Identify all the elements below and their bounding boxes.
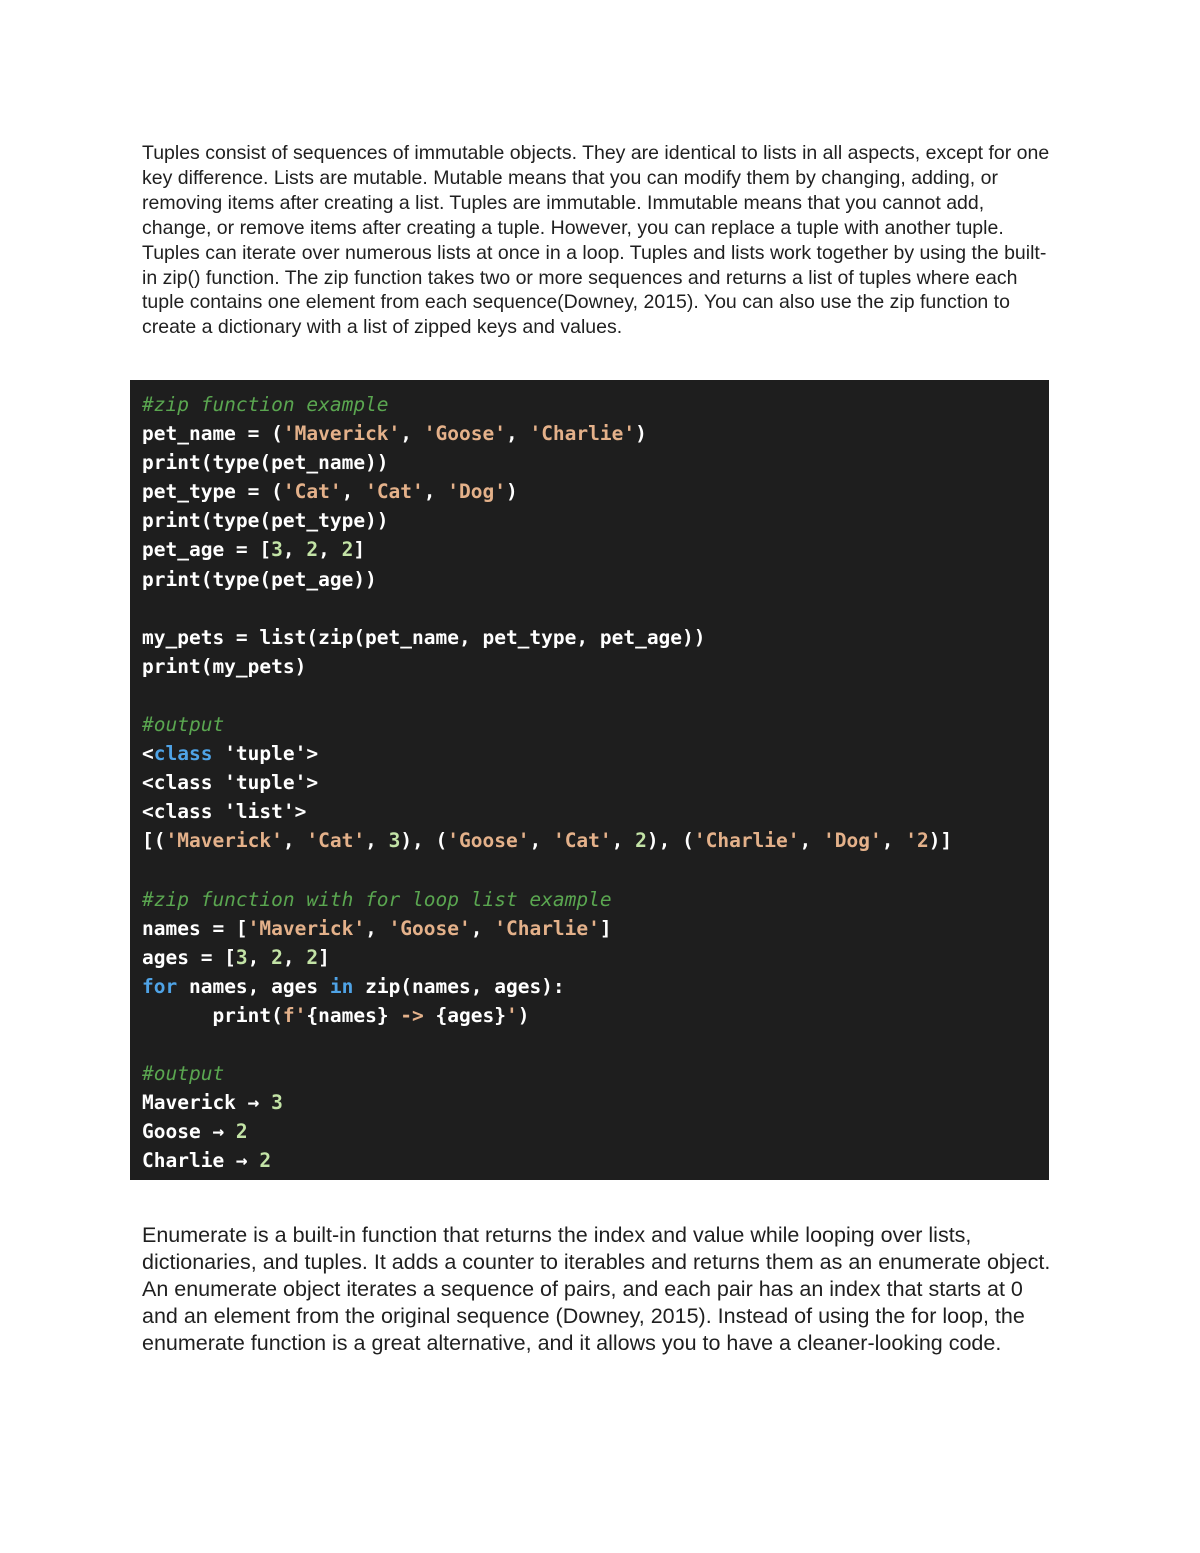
code-block [130,380,1049,1180]
code-line [142,739,1037,768]
code-token: 3 [271,538,283,562]
paragraph-enumerate: Enumerate is a built-in function that returns the index and value while looping over lists, dictionaries, and tuples. It adds a counter to iterables and returns them as an enumerate object. An enumerate object iterates a sequence of pairs, and each pair has an index that starts at 0 and an element from the original sequence (Downey, 2015). Instead of using the for loop, the enumerate function is a great alternative, and it allows you to have a cleaner-looking code. [142,1223,1051,1356]
code-token: , [365,829,389,853]
code-token: print(type(pet_name)) [142,451,389,475]
code-token: , [611,829,636,853]
code-token: 2 [235,1120,248,1144]
code-line [142,914,1037,943]
code-token: 'Goose' [388,916,471,940]
code-line [142,390,1037,419]
code-token: , [470,916,495,940]
code-token: , [282,538,307,562]
code-line [142,768,1037,797]
code-token: [( [142,829,166,853]
code-token: print(my_pets) [142,654,307,678]
code-token: Maverick → [142,1091,272,1115]
paragraph-tuples: Tuples consist of sequences of immutable objects. They are identical to lists in all aspects, except for one key difference. Lists are mutable. Mutable means that you can modify them by changing, adding, or removing items after creating a list. Tuples are immutable. Immutable means that you cannot add, change, or remove items after creating a tuple. However, you can replace a tuple with another tuple. Tuples can iterate over numerous lists at once in a loop. Tuples and lists work together by using the built-in zip() function. The zip function takes two or more sequences and returns a list of tuples where each tuple contains one element from each sequence(Downey, 2015). You can also use the zip function to create a dictionary with a list of zipped keys and values. [142,142,1050,339]
code-token: , [799,829,824,853]
code-token: 'Dog' [823,829,882,853]
code-token: , [247,945,272,969]
code-token: 2 [635,829,647,853]
code-token: 'Charlie' [693,829,800,853]
code-token: 2 [306,945,319,969]
code-token: #zip function example [142,393,389,416]
code-token: , [400,422,424,446]
code-token: #output [142,1062,225,1086]
code-line [142,826,1037,855]
code-token: 3 [388,829,401,853]
code-line [142,535,1037,564]
code-token: 'Cat' [282,480,342,504]
code-token: 'tuple'> [212,742,319,766]
code-token: 'Cat' [365,480,424,504]
code-token: 2 [271,945,283,969]
code-token: 'Cat' [552,829,612,853]
code-line [142,1059,1037,1088]
code-token: -> [388,1003,436,1027]
code-token: , [282,945,307,969]
code-token: 'Charlie' [529,422,636,446]
code-token: , [881,829,906,853]
code-token: , [365,916,389,940]
code-token: class [153,742,213,766]
code-token: pet_type = ( [142,480,283,504]
code-line [142,972,1037,1001]
code-token: ) [635,422,647,446]
code-token: 'Dog' [447,480,506,504]
code-line [142,1117,1037,1146]
code-line [142,856,1037,885]
code-token: )] [928,829,953,853]
code-token: in [329,974,354,998]
code-token: 'Goose' [423,422,506,446]
code-line [142,419,1037,448]
code-line [142,943,1037,972]
code-token: print(type(pet_type)) [142,509,389,533]
code-token: 'Maverick' [165,829,283,853]
code-token: ), ( [646,829,694,853]
code-token: 'Maverick' [282,422,401,446]
code-token: my_pets = list(zip(pet_name, pet_type, pet_age)) [142,625,706,649]
code-token: {ages} [435,1003,506,1027]
code-token: pet_age = [ [142,538,272,562]
code-token: ) [505,480,518,504]
code-token: <class 'list'> [142,800,307,824]
code-token: 3 [271,1091,283,1115]
code-token: #output [142,713,225,737]
code-token: 'Charlie' [494,916,600,940]
code-token: #zip function with for loop list example [142,887,612,911]
code-line [142,681,1037,710]
code-token: , [341,480,366,504]
code-line [142,1001,1037,1030]
code-token: 'Goose' [447,829,530,853]
code-token: for [142,974,178,998]
code-line [142,1146,1037,1175]
code-line [142,623,1037,652]
code-token: 3 [235,945,248,969]
code-token: ), ( [400,829,448,853]
code-token: f' [282,1003,307,1027]
code-token: 2 [306,538,319,562]
code-token: pet_name = ( [142,422,283,446]
code-line [142,1088,1037,1117]
code-line [142,710,1037,739]
code-token: ) [517,1003,530,1027]
code-token: 'Maverick' [247,916,366,940]
code-line [142,797,1037,826]
code-token: '2 [905,829,929,853]
code-token: {names} [306,1003,389,1027]
code-token: ] [318,945,330,969]
code-token: print(type(pet_age)) [142,567,377,591]
code-token: Goose → [142,1120,236,1144]
code-token: names = [ [142,916,248,940]
code-token: ' [505,1003,518,1027]
code-line [142,885,1037,914]
code-line [142,506,1037,535]
code-token: 2 [259,1149,272,1173]
code-token: , [505,422,530,446]
code-line [142,1030,1037,1059]
code-token: zip(names, ages): [353,974,565,998]
code-token: , [282,829,307,853]
code-token: ages = [ [142,945,236,969]
code-token: < [142,742,154,766]
code-token: <class 'tuple'> [142,771,319,795]
code-token: print( [142,1003,283,1027]
code-line [142,652,1037,681]
code-line [142,477,1037,506]
code-token: Charlie → [142,1149,260,1173]
code-line [142,448,1037,477]
code-token: 'Cat' [306,829,366,853]
code-token: , [529,829,553,853]
code-token: names, ages [177,974,330,998]
code-token: , [318,538,342,562]
code-token: ] [599,916,612,940]
code-token: , [423,480,448,504]
code-line [142,594,1037,623]
code-token: 2 [341,538,354,562]
code-line [142,565,1037,594]
code-token: ] [353,538,366,562]
